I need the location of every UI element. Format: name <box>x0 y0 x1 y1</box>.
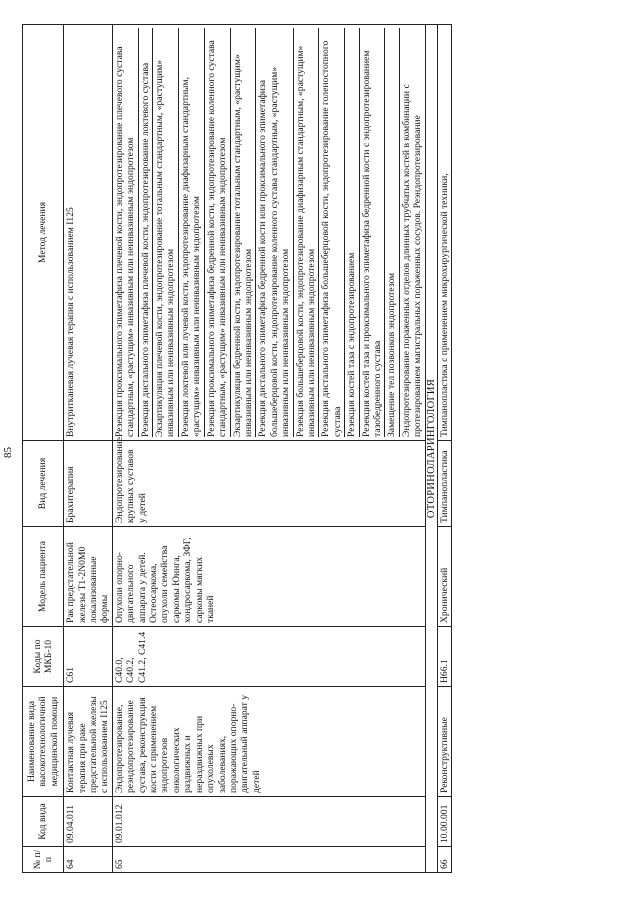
header-row <box>23 25 64 873</box>
row-icd: H66.1 <box>438 627 452 687</box>
header-type: Вид лечения <box>23 441 64 527</box>
method-item: Эндопротезирование пораженных отделов длинных трубчатых костей в комбинации с протезированием магистральных пораженных сосудов. Реэндопротезирование <box>400 84 424 437</box>
section-row <box>425 25 437 873</box>
row-model: Хронический <box>438 527 452 627</box>
row-methods <box>64 25 113 441</box>
table-row <box>438 25 452 873</box>
method-item: Замещение тел позвонков эндопротезом <box>385 28 399 437</box>
header-model: Модель пациента <box>23 527 64 627</box>
header-icd: Коды по МКБ-10 <box>23 627 64 687</box>
header-code: Код вида <box>23 797 64 847</box>
row-num: 65 <box>112 847 425 873</box>
row-name: Реконструктивные <box>438 687 452 797</box>
method-item: Резекция дистального эпиметафиза плечевой кости, эндопротезирование локтевого сустава <box>139 28 153 437</box>
method-item: Резекция костей таза с эндопротезированием <box>345 28 359 437</box>
method-item: Резекция проксимального эпиметафиза бедренной кости, эндопротезирование коленного сустава стандартным, «растущим» инвазивным или неинвазивным эндопротезом <box>205 28 231 437</box>
method-item: Резекция проксимального эпиметафиза плечевой кости, эндопротезирование плечевого сустава стандартным, «растущим» инвазивным или неинвазивным эндопротезом <box>113 28 139 437</box>
row-code: 09.01.012 <box>112 797 425 847</box>
section-title: ОТОРИНОЛАРИНГОЛОГИЯ <box>425 25 437 873</box>
method-item: Резекция большеберцовой кости, эндопротезирование диафизарным стандартным, «растущим» инвазивным или неинвазивным эндопротезом <box>294 28 320 437</box>
row-icd: C40.0, C40.2, C41.2, C41.4 <box>112 627 425 687</box>
row-methods <box>112 25 425 441</box>
header-name: Наименование вида высокотехнологичной медицинской помощи <box>23 687 64 797</box>
header-num: № п/п <box>23 847 64 873</box>
row-type: Тимпанопластика <box>438 441 452 527</box>
row-type: Эндопротезирование крупных суставов у детей <box>112 441 425 527</box>
method-item: Внутритканевая лучевая терапия с использованием I125 <box>65 207 77 437</box>
row-model: Опухоли опорно-двигательного аппарата у детей. Остеосаркома, опухоли семейства саркомы Юинга, хондросаркома, ЗФГ, саркомы мягких тканей <box>112 527 425 627</box>
method-item: Резекция дистального эпиметафиза бедренной кости или проксимального эпиметафиза большеберцовой кости, эндопротезирование коленного сустава стандартным, «растущим» инвазивным или неинвазивным эндопротезом <box>256 28 293 437</box>
row-code: 10.00.001 <box>438 797 452 847</box>
row-model: Рак предстательной железы T1-2N0M0 локализованные формы <box>64 527 113 627</box>
row-name: Контактная лучевая терапия при раке предстательной железы с использованием I125 <box>64 687 113 797</box>
method-item: Резекция костей таза и проксимального эпиметафиза бедренной кости с эндопротезированием тазобедренного сустава <box>360 28 386 437</box>
page-number: 85 <box>2 447 14 458</box>
table-row <box>112 25 425 873</box>
treatment-table <box>22 24 452 873</box>
row-name: Эндопротезирование, реэндопротезирование сустава, реконструкция кости с применением эндопротезов онкологических раздвижных и нераздвижных при опухолевых заболеваниях, поражающих опорно-двигательный аппарат у детей <box>112 687 425 797</box>
method-item: Резекция дистального эпиметафиза большеберцовой кости, эндопротезирование голеностопного сустава <box>319 28 345 437</box>
row-num: 66 <box>438 847 452 873</box>
method-item: Экзартикуляция плечевой кости, эндопротезирование тотальным стандартным, «растущим» инвазивным или неинвазивным эндопротезом <box>153 28 179 437</box>
method-item: Резекция локтевой или лучевой кости, эндопротезирование диафизарным стандартным, «растущим» инвазивным или неинвазивным эндопротезом <box>179 28 205 437</box>
row-icd: C61 <box>64 627 113 687</box>
method-item: Экзартикуляция бедренной кости, эндопротезирование тотальным стандартным, «растущим» инвазивным или неинвазивным эндопротезом <box>231 28 257 437</box>
header-method: Метод лечения <box>23 25 64 441</box>
row-num: 64 <box>64 847 113 873</box>
row-type: Брахитерапия <box>64 441 113 527</box>
table-row <box>64 25 113 873</box>
row-code: 09.04.011 <box>64 797 113 847</box>
row-method: Тимпанопластика с применением микрохирургической техники, <box>438 25 452 441</box>
